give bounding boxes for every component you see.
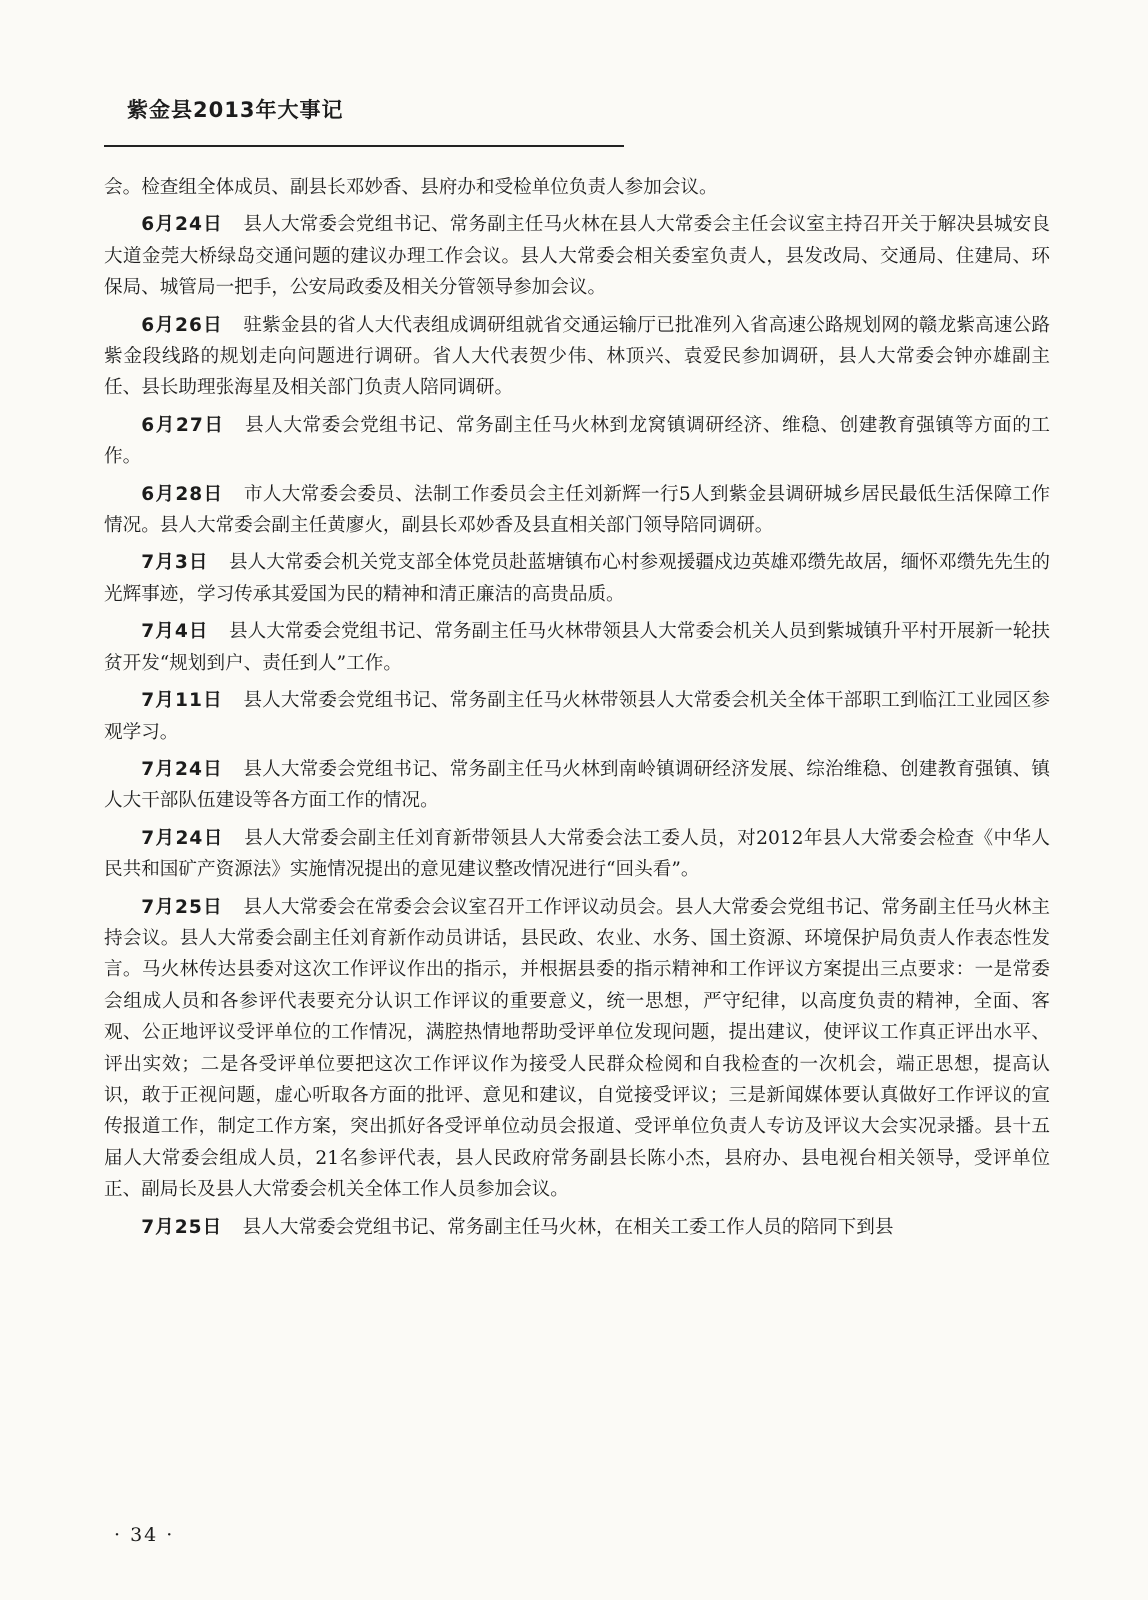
continuation-paragraph: 会。检查组全体成员、副县长邓妙香、县府办和受检单位负责人参加会议。 bbox=[104, 177, 718, 198]
entry-date: 7月24日 bbox=[141, 758, 223, 780]
entry-text: 县人大常委会机关党支部全体党员赴蓝塘镇布心村参观援疆戍边英雄邓缵先故居，缅怀邓缵先先生的光辉事迹，学习传承其爱国为民的精神和清正廉洁的高贵品质。 bbox=[104, 552, 1050, 605]
entry-text: 县人大常委会党组书记、常务副主任马火林带领县人大常委会机关人员到紫城镇升平村开展新一轮扶贫开发“规划到户、责任到人”工作。 bbox=[104, 621, 1050, 674]
entry-date: 6月28日 bbox=[141, 483, 224, 505]
entry-date: 7月24日 bbox=[141, 827, 224, 849]
body-text bbox=[104, 172, 1050, 1249]
entry-paragraph bbox=[104, 823, 1050, 886]
entry-date: 6月27日 bbox=[141, 414, 225, 436]
entry-text: 县人大常委会党组书记、常务副主任马火林到龙窝镇调研经济、维稳、创建教育强镇等方面的工作。 bbox=[104, 414, 1050, 468]
entry-paragraph bbox=[104, 547, 1050, 610]
entry-text: 市人大常委会委员、法制工作委员会主任刘新辉一行5人到紫金县调研城乡居民最低生活保障工作情况。县人大常委会副主任黄廖火，副县长邓妙香及县直相关部门领导陪同调研。 bbox=[104, 483, 1050, 537]
entry-date: 6月24日 bbox=[141, 214, 223, 236]
entry-date: 7月4日 bbox=[141, 621, 209, 643]
entry-paragraph bbox=[104, 209, 1050, 303]
entry-paragraph bbox=[104, 410, 1050, 473]
page-number: · 34 · bbox=[114, 1524, 175, 1546]
running-head-title: 紫金县2013年大事记 bbox=[127, 98, 344, 122]
entry-paragraph bbox=[104, 685, 1050, 748]
entry-date: 7月25日 bbox=[141, 896, 223, 918]
entry-text: 县人大常委会副主任刘育新带领县人大常委会法工委人员，对2012年县人大常委会检查《中华人民共和国矿产资源法》实施情况提出的意见建议整改情况进行“回头看”。 bbox=[104, 827, 1050, 881]
entry-text: 县人大常委会党组书记、常务副主任马火林带领县人大常委会机关全体干部职工到临江工业园区参观学习。 bbox=[104, 690, 1050, 743]
header-rule bbox=[104, 145, 624, 147]
entry-date: 7月11日 bbox=[141, 690, 223, 712]
entry-date: 7月3日 bbox=[141, 552, 209, 574]
entry-paragraph bbox=[104, 310, 1050, 404]
entry-text: 县人大常委会党组书记、常务副主任马火林到南岭镇调研经济发展、综治维稳、创建教育强镇、镇人大干部队伍建设等各方面工作的情况。 bbox=[104, 758, 1050, 812]
entry-paragraph bbox=[104, 892, 1050, 1206]
entry-paragraph bbox=[104, 616, 1050, 679]
entry-text: 驻紫金县的省人大代表组成调研组就省交通运输厅已批准列入省高速公路规划网的赣龙紫高速公路紫金段线路的规划走向问题进行调研。省人大代表贺少伟、林顶兴、袁爱民参加调研，县人大常委会钟亦雄副主任、县长助理张海星及相关部门负责人陪同调研。 bbox=[104, 314, 1050, 399]
entry-paragraph bbox=[104, 479, 1050, 542]
entry-text: 县人大常委会党组书记、常务副主任马火林，在相关工委工作人员的陪同下到县 bbox=[242, 1216, 894, 1238]
entry-text: 县人大常委会在常委会会议室召开工作评议动员会。县人大常委会党组书记、常务副主任马火林主持会议。县人大常委会副主任刘育新作动员讲话，县民政、农业、水务、国土资源、环境保护局负责人作表态性发言。马火林传达县委对这次工作评议作出的指示，并根据县委的指示精神和工作评议方案提出三点要求：一是常委会组成人员和各参评代表要充分认识工作评议的重要意义，统一思想，严守纪律，以高度负责的精神，全面、客观、公正地评议受评单位的工作情况，满腔热情地帮助受评单位发现问题，提出建议，使评议工作真正评出水平、评出实效；二是各受评单位要把这次工作评议作为接受人民群众检阅和自我检查的一次机会，端正思想，提高认识，敢于正视问题，虚心听取各方面的批评、意见和建议，自觉接受评议；三是新闻媒体要认真做好工作评议的宣传报道工作，制定工作方案，突出抓好各受评单位动员会报道、受评单位负责人专访及评议大会实况录播。县十五届人大常委会组成人员，21名参评代表，县人民政府常务副县长陈小杰，县府办、县电视台相关领导，受评单位正、副局长及县人大常委会机关全体工作人员参加会议。 bbox=[104, 896, 1050, 1201]
entry-date: 7月25日 bbox=[141, 1216, 223, 1238]
entry-text: 县人大常委会党组书记、常务副主任马火林在县人大常委会主任会议室主持召开关于解决县城安良大道金莞大桥绿岛交通问题的建议办理工作会议。县人大常委会相关委室负责人，县发改局、交通局、住建局、环保局、城管局一把手，公安局政委及相关分管领导参加会议。 bbox=[104, 214, 1050, 299]
entry-paragraph bbox=[104, 1212, 1050, 1243]
entry-date: 6月26日 bbox=[141, 314, 223, 336]
entry-paragraph bbox=[104, 754, 1050, 817]
